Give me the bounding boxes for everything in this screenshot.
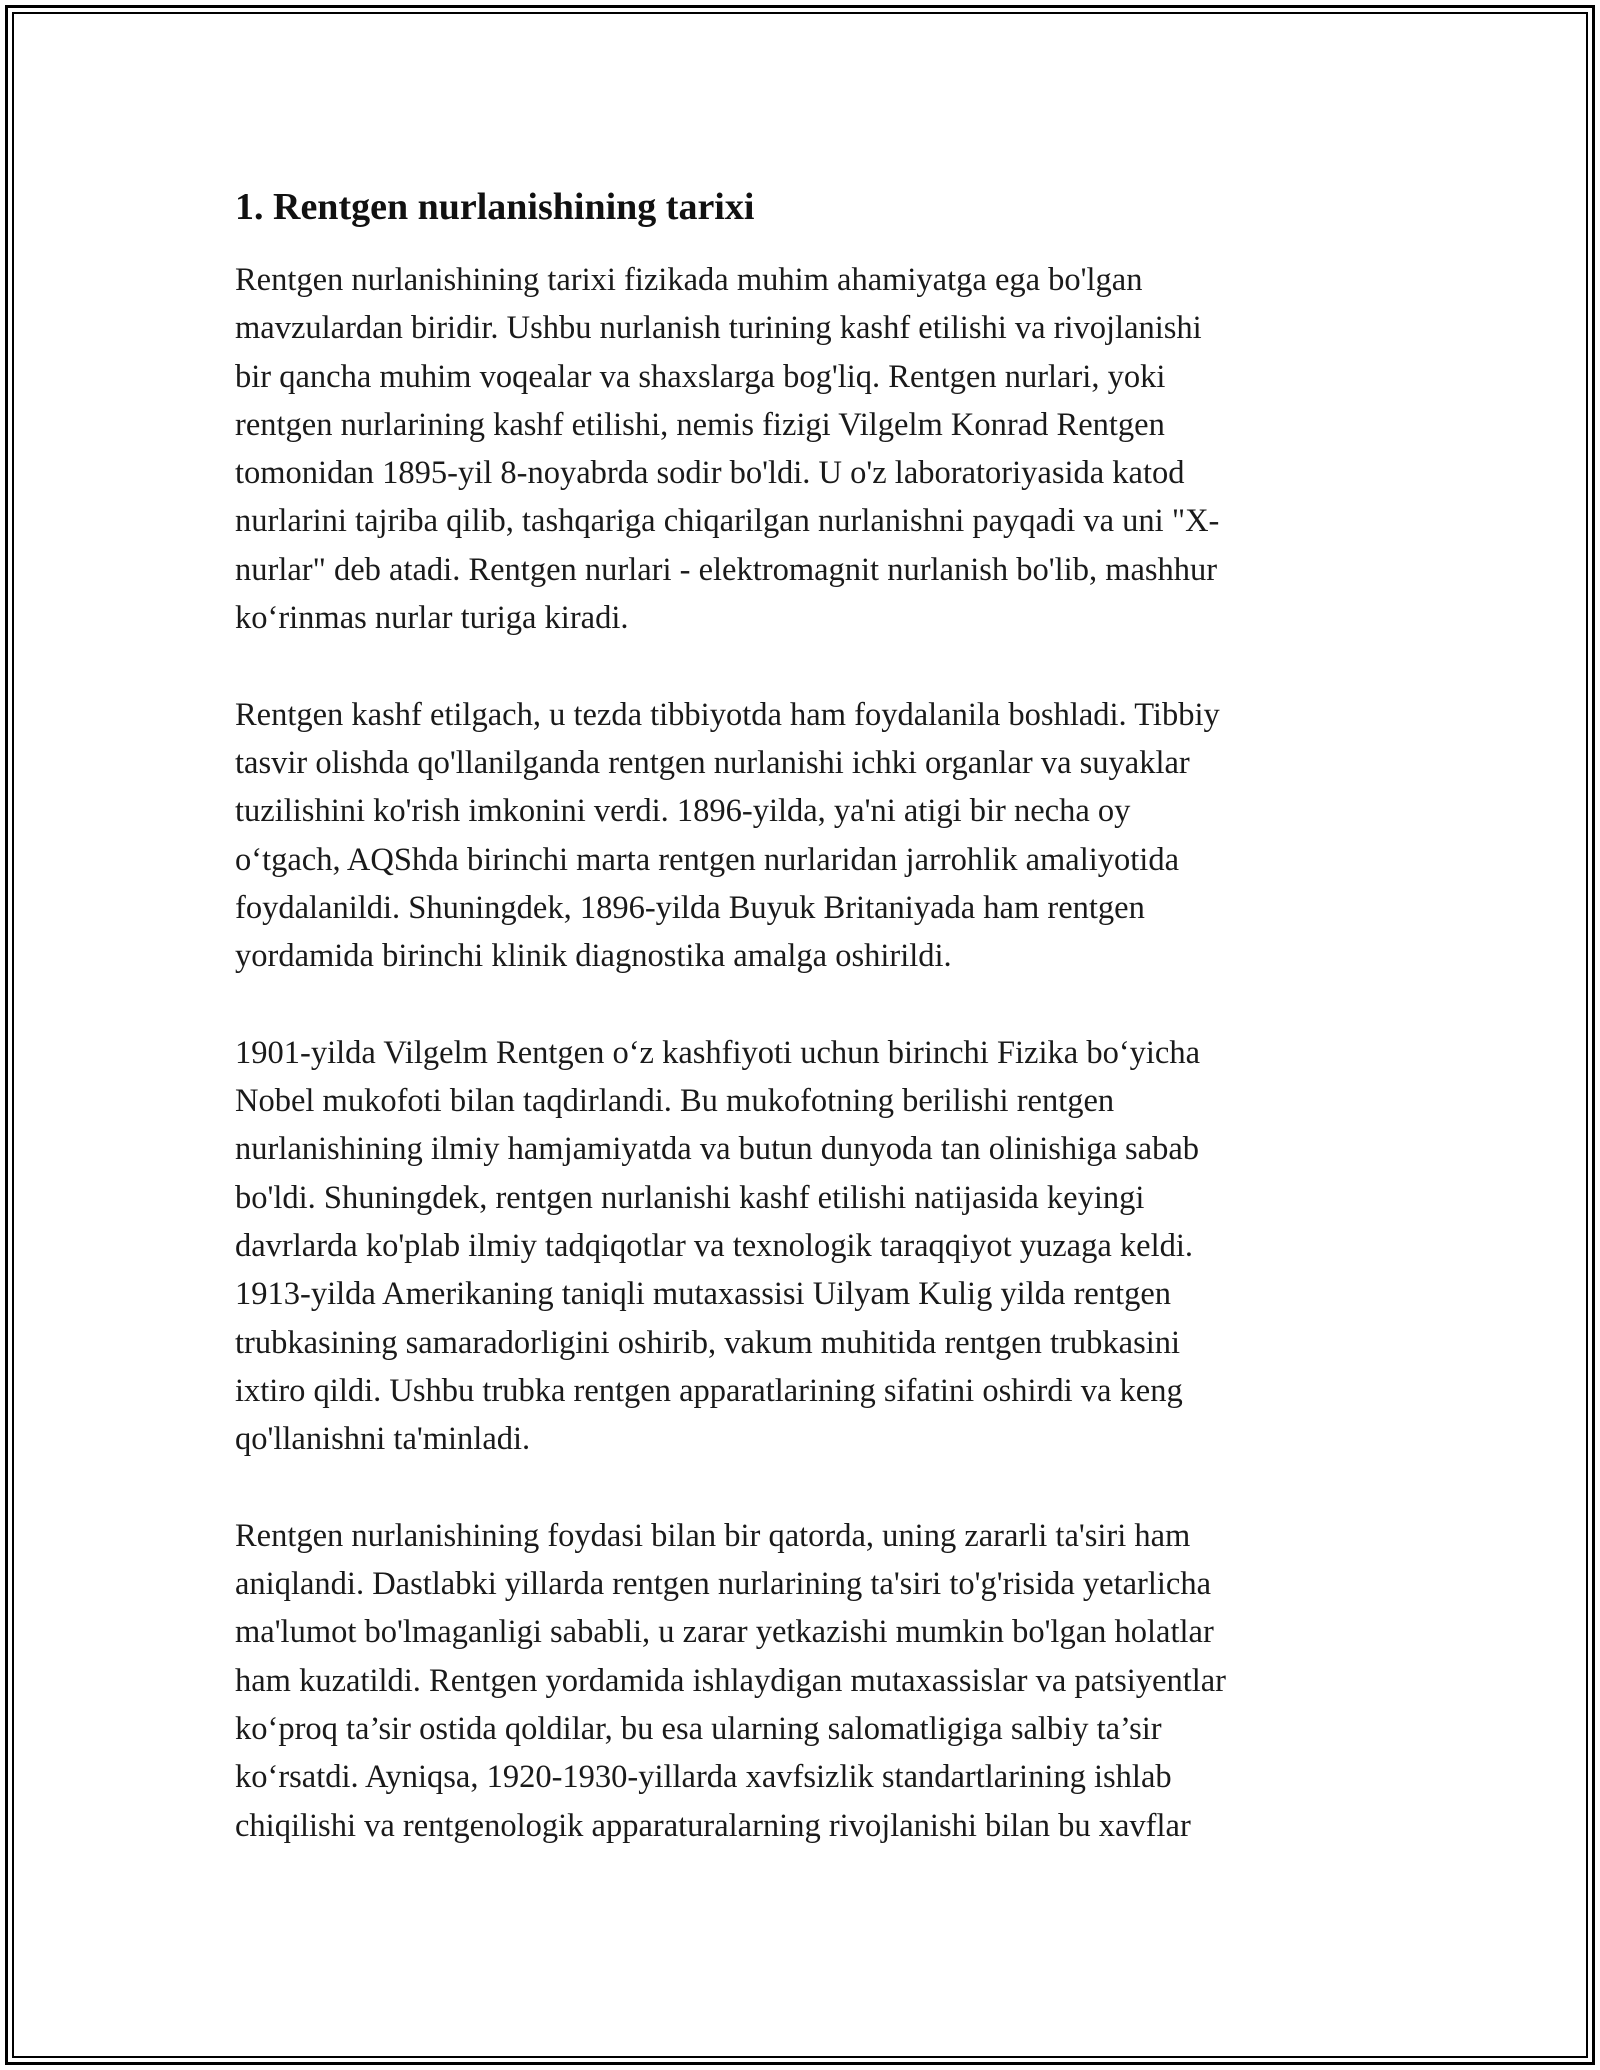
paragraph-line: tasvir olishda qo'llanilganda rentgen nurlanishi ichki organlar va suyaklar bbox=[235, 744, 1190, 781]
paragraph-line: tuzilishini ko'rish imkonini verdi. 1896-yilda, ya'ni atigi bir necha oy bbox=[235, 793, 1131, 830]
paragraph-line: davrlarda ko'plab ilmiy tadqiqotlar va texnologik taraqqiyot yuzaga keldi. bbox=[235, 1227, 1194, 1264]
paragraph-line: bir qancha muhim voqealar va shaxslarga bog'liq. Rentgen nurlari, yoki bbox=[235, 358, 1166, 395]
paragraph-line: nurlar" deb atadi. Rentgen nurlari - elektromagnit nurlanish bo'lib, mashhur bbox=[235, 551, 1218, 588]
paragraph-line: bo'ldi. Shuningdek, rentgen nurlanishi kashf etilishi natijasida keyingi bbox=[235, 1179, 1145, 1216]
paragraph-line: yordamida birinchi klinik diagnostika amalga oshirildi. bbox=[235, 938, 952, 975]
paragraph-line: ma'lumot bo'lmaganligi sababli, u zarar yetkazishi mumkin bo'lgan holatlar bbox=[235, 1614, 1214, 1651]
paragraph-line: ko‘rsatdi. Ayniqsa, 1920-1930-yillarda xavfsizlik standartlarining ishlab bbox=[235, 1759, 1172, 1796]
paragraph-line: nurlarini tajriba qilib, tashqariga chiqarilgan nurlanishni payqadi va uni "X- bbox=[235, 503, 1220, 540]
paragraph-line: Rentgen kashf etilgach, u tezda tibbiyotda ham foydalanila boshladi. Tibbiy bbox=[235, 696, 1220, 733]
paragraph-line: qo'llanishni ta'minladi. bbox=[235, 1421, 531, 1458]
paragraph-list bbox=[235, 256, 1355, 1850]
paragraph-line: Rentgen nurlanishining tarixi fizikada muhim ahamiyatga ega bo'lgan bbox=[235, 262, 1143, 298]
paragraph-line: tomonidan 1895-yil 8-noyabrda sodir bo'ldi. U o'z laboratoriyasida katod bbox=[235, 455, 1185, 492]
paragraph-line: ixtiro qildi. Ushbu trubka rentgen apparatlarining sifatini oshirdi va keng bbox=[235, 1372, 1183, 1409]
paragraph-line: 1913-yilda Amerikaning taniqli mutaxassisi Uilyam Kulig yilda rentgen bbox=[235, 1276, 1172, 1313]
paragraph-line: ham kuzatildi. Rentgen yordamida ishlaydigan mutaxassislar va patsiyentlar bbox=[235, 1662, 1226, 1699]
paragraph-line: Nobel mukofoti bilan taqdirlandi. Bu mukofotning berilishi rentgen bbox=[235, 1083, 1115, 1120]
paragraph-line: ko‘proq ta’sir ostida qoldilar, bu esa ularning salomatligiga salbiy ta’sir bbox=[235, 1710, 1162, 1747]
body-paragraph bbox=[235, 1029, 1355, 1464]
paragraph-line: foydalanildi. Shuningdek, 1896-yilda Buyuk Britaniyada ham rentgen bbox=[235, 889, 1145, 926]
body-paragraph bbox=[235, 256, 1355, 642]
body-paragraph bbox=[235, 691, 1355, 981]
paragraph-line: mavzulardan biridir. Ushbu nurlanish turining kashf etilishi va rivojlanishi bbox=[235, 310, 1202, 347]
paragraph-line: rentgen nurlarining kashf etilishi, nemis fizigi Vilgelm Konrad Rentgen bbox=[235, 406, 1165, 443]
paragraph-line: o‘tgach, AQShda birinchi marta rentgen nurlaridan jarrohlik amaliyotida bbox=[235, 841, 1180, 878]
paragraph-line: chiqilishi va rentgenologik apparaturalarning rivojlanishi bilan bu xavflar bbox=[235, 1807, 1191, 1844]
paragraph-line: trubkasining samaradorligini oshirib, vakum muhitida rentgen trubkasini bbox=[235, 1324, 1181, 1361]
paragraph-line: 1901-yilda Vilgelm Rentgen o‘z kashfiyoti uchun birinchi Fizika bo‘yicha bbox=[235, 1034, 1201, 1071]
paragraph-line: nurlanishining ilmiy hamjamiyatda va butun dunyoda tan olinishiga sabab bbox=[235, 1131, 1200, 1168]
paragraph-line: aniqlandi. Dastlabki yillarda rentgen nurlarining ta'siri to'g'risida yetarlicha bbox=[235, 1566, 1212, 1603]
paragraph-line: ko‘rinmas nurlar turiga kiradi. bbox=[235, 600, 629, 637]
paragraph-line: Rentgen nurlanishining foydasi bilan bir qatorda, uning zararli ta'siri ham bbox=[235, 1517, 1191, 1554]
body-paragraph bbox=[235, 1512, 1355, 1850]
section-heading: 1. Rentgen nurlanishining tarixi bbox=[235, 186, 755, 228]
document-body bbox=[235, 183, 1355, 1898]
